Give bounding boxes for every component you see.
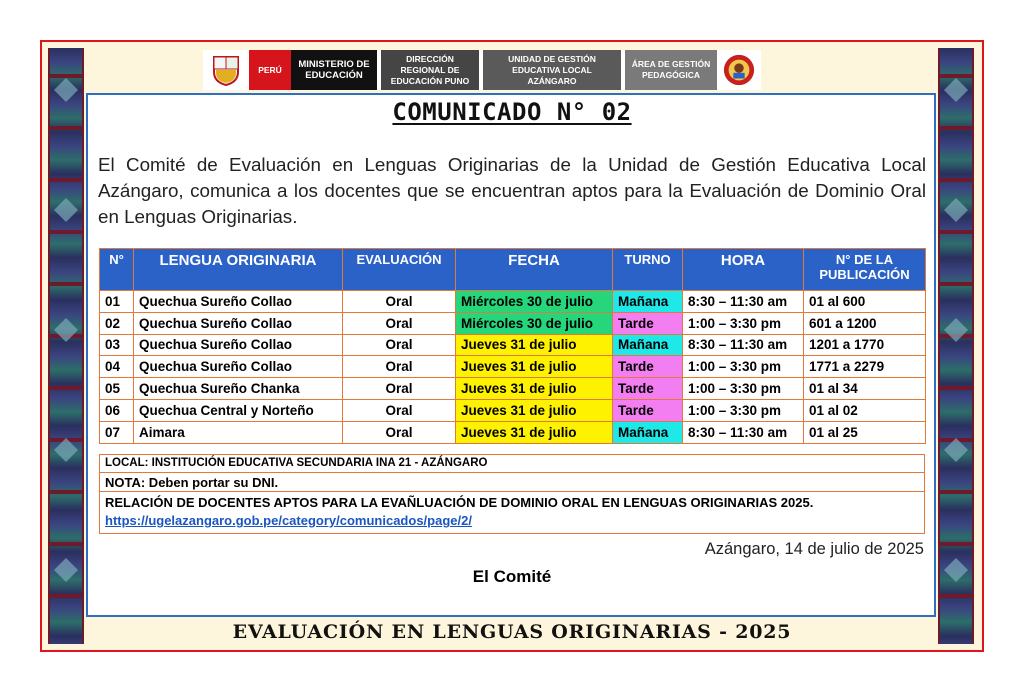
textile-motif-icon — [944, 198, 968, 222]
row-lengua: Quechua Sureño Collao — [134, 291, 343, 313]
table-row — [100, 334, 926, 356]
row-evaluacion: Oral — [343, 378, 456, 400]
row-evaluacion: Oral — [343, 399, 456, 421]
textile-motif-icon — [944, 438, 968, 462]
row-number: 02 — [100, 312, 134, 334]
row-fecha: Jueves 31 de julio — [456, 356, 613, 378]
peru-coat-of-arms-icon — [203, 50, 249, 90]
row-number: 01 — [100, 291, 134, 313]
col-header-lengua: LENGUA ORIGINARIA — [134, 249, 343, 291]
col-header-number: N° — [100, 249, 134, 291]
row-number: 05 — [100, 378, 134, 400]
row-evaluacion: Oral — [343, 312, 456, 334]
intro-paragraph: El Comité de Evaluación en Lenguas Originarias de la Unidad de Gestión Educativa Local Azángaro, comunica a los docentes que se encuentran aptos para la Evaluación de Dominio Oral en Lenguas Originarias. — [98, 154, 926, 227]
row-fecha: Jueves 31 de julio — [456, 334, 613, 356]
institution-header — [203, 50, 761, 90]
table-row — [100, 378, 926, 400]
table-header-row — [100, 249, 926, 291]
row-number: 07 — [100, 421, 134, 443]
dni-note: NOTA: Deben portar su DNI. — [100, 472, 924, 491]
row-evaluacion: Oral — [343, 334, 456, 356]
textile-motif-icon — [54, 438, 78, 462]
row-publicacion: 1201 a 1770 — [804, 334, 926, 356]
peru-label: PERÚ — [249, 50, 291, 90]
row-publicacion: 01 al 02 — [804, 399, 926, 421]
left-textile-border — [48, 48, 84, 644]
row-publicacion: 01 al 600 — [804, 291, 926, 313]
direccion-regional-label: DIRECCIÓN REGIONAL DE EDUCACIÓN PUNO — [381, 50, 479, 90]
row-hora: 8:30 – 11:30 am — [683, 421, 804, 443]
ugel-seal-icon — [717, 50, 761, 90]
textile-motif-icon — [54, 318, 78, 342]
row-turno: Tarde — [613, 399, 683, 421]
table-row — [100, 312, 926, 334]
row-number: 06 — [100, 399, 134, 421]
row-lengua: Quechua Sureño Chanka — [134, 378, 343, 400]
row-fecha: Miércoles 30 de julio — [456, 291, 613, 313]
textile-motif-icon — [944, 318, 968, 342]
local-note: LOCAL: INSTITUCIÓN EDUCATIVA SECUNDARIA INA 21 - AZÁNGARO — [100, 454, 924, 472]
table-row — [100, 399, 926, 421]
row-hora: 8:30 – 11:30 am — [683, 291, 804, 313]
ugel-label: UNIDAD DE GESTIÓN EDUCATIVA LOCAL AZÁNGARO — [483, 50, 621, 90]
row-turno: Mañana — [613, 421, 683, 443]
row-hora: 1:00 – 3:30 pm — [683, 356, 804, 378]
textile-motif-icon — [54, 198, 78, 222]
table-row — [100, 356, 926, 378]
row-publicacion: 01 al 34 — [804, 378, 926, 400]
area-gestion-label: ÁREA DE GESTIÓN PEDAGÓGICA — [625, 50, 717, 90]
row-turno: Mañana — [613, 291, 683, 313]
row-fecha: Jueves 31 de julio — [456, 421, 613, 443]
table-row — [100, 421, 926, 443]
right-textile-border — [938, 48, 974, 644]
row-fecha: Jueves 31 de julio — [456, 378, 613, 400]
col-header-turno: TURNO — [613, 249, 683, 291]
row-evaluacion: Oral — [343, 291, 456, 313]
row-publicacion: 601 a 1200 — [804, 312, 926, 334]
date-line: Azángaro, 14 de julio de 2025 — [704, 540, 924, 558]
col-header-hora: HORA — [683, 249, 804, 291]
footer-title: EVALUACIÓN EN LENGUAS ORIGINARIAS - 2025 — [232, 621, 792, 643]
row-turno: Tarde — [613, 378, 683, 400]
table-row — [100, 291, 926, 313]
signature: El Comité — [472, 567, 552, 586]
row-hora: 1:00 – 3:30 pm — [683, 399, 804, 421]
row-publicacion: 1771 a 2279 — [804, 356, 926, 378]
notes-box — [99, 454, 925, 534]
row-turno: Tarde — [613, 356, 683, 378]
page-title: COMUNICADO N° 02 — [392, 98, 632, 126]
row-evaluacion: Oral — [343, 421, 456, 443]
row-turno: Tarde — [613, 312, 683, 334]
col-header-fecha: FECHA — [456, 249, 613, 291]
col-header-publicacion: N° DE LA PUBLICACIÓN — [804, 249, 926, 291]
row-lengua: Aimara — [134, 421, 343, 443]
row-lengua: Quechua Central y Norteño — [134, 399, 343, 421]
row-hora: 1:00 – 3:30 pm — [683, 378, 804, 400]
row-hora: 1:00 – 3:30 pm — [683, 312, 804, 334]
row-number: 03 — [100, 334, 134, 356]
row-lengua: Quechua Sureño Collao — [134, 356, 343, 378]
row-lengua: Quechua Sureño Collao — [134, 312, 343, 334]
relacion-note — [100, 491, 924, 533]
schedule-table — [99, 248, 926, 444]
ministerio-label: MINISTERIO DE EDUCACIÓN — [291, 50, 377, 90]
comunicados-link[interactable]: https://ugelazangaro.gob.pe/category/comunicados/page/2/ — [105, 513, 472, 528]
row-fecha: Jueves 31 de julio — [456, 399, 613, 421]
row-lengua: Quechua Sureño Collao — [134, 334, 343, 356]
row-evaluacion: Oral — [343, 356, 456, 378]
row-number: 04 — [100, 356, 134, 378]
row-fecha: Miércoles 30 de julio — [456, 312, 613, 334]
relacion-text: RELACIÓN DE DOCENTES APTOS PARA LA EVAÑLUACIÓN DE DOMINIO ORAL EN LENGUAS ORIGINARIAS 2025. — [105, 495, 814, 510]
row-turno: Mañana — [613, 334, 683, 356]
row-publicacion: 01 al 25 — [804, 421, 926, 443]
row-hora: 8:30 – 11:30 am — [683, 334, 804, 356]
col-header-evaluacion: EVALUACIÓN — [343, 249, 456, 291]
